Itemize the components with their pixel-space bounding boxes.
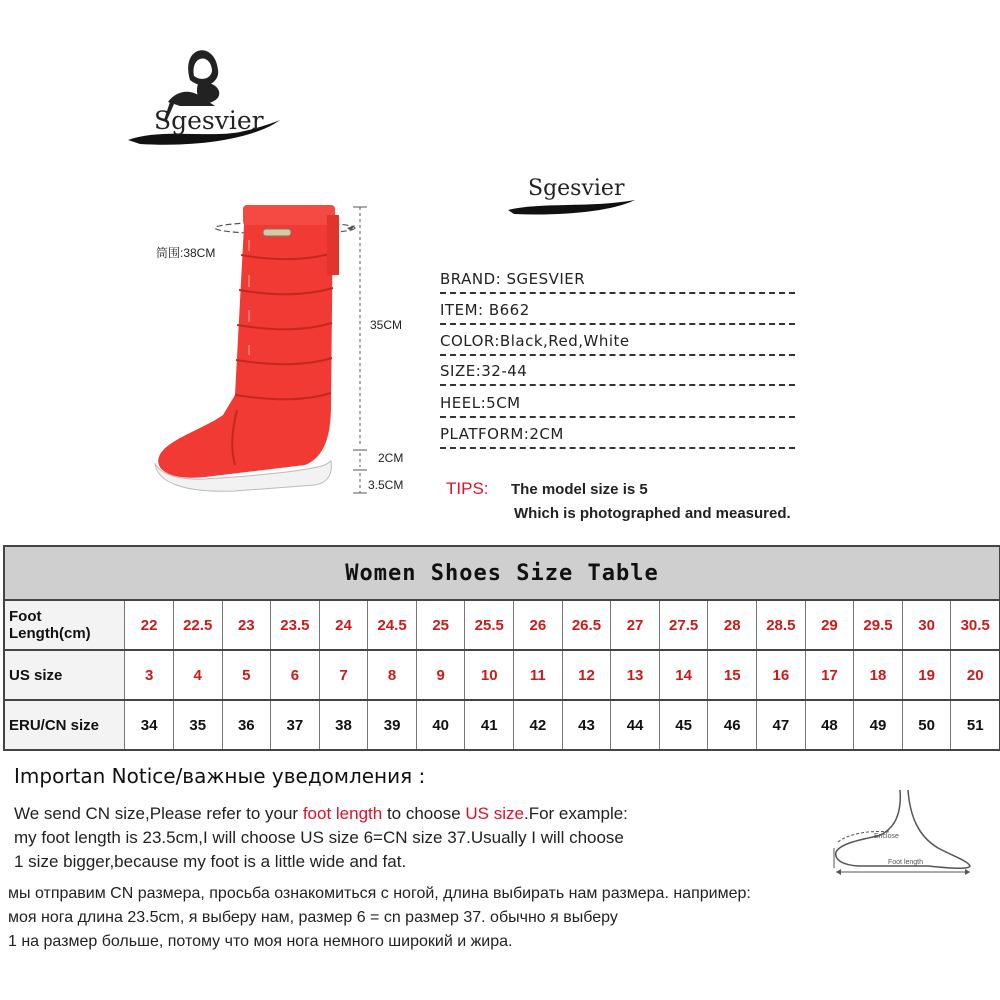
table-cell: 38 — [319, 701, 368, 749]
spec-item: ITEM: B662 — [440, 301, 795, 325]
table-row-eu-cn-size — [5, 701, 999, 749]
table-cell: 29 — [805, 601, 854, 649]
brand-name-small: Sgesvier — [528, 176, 625, 201]
spec-platform: PLATFORM:2CM — [440, 425, 795, 449]
table-cell: 49 — [853, 701, 902, 749]
table-cell: 37 — [270, 701, 319, 749]
table-cell: 22.5 — [173, 601, 222, 649]
table-cell: 5 — [222, 651, 271, 699]
table-cell: 42 — [513, 701, 562, 749]
table-cell: 26.5 — [562, 601, 611, 649]
tips-line-1: The model size is 5 — [511, 481, 648, 498]
spec-brand: BRAND: SGESVIER — [440, 270, 795, 294]
table-cell: 27.5 — [659, 601, 708, 649]
notice-text: We send CN size,Please refer to your — [14, 804, 303, 823]
foot-outline-icon — [828, 786, 993, 881]
table-cell: 34 — [140, 716, 158, 734]
foot-length-highlight: foot length — [302, 804, 383, 823]
table-cell: 14 — [659, 651, 708, 699]
tips-label: TIPS: — [446, 479, 489, 498]
table-cell: 16 — [756, 651, 805, 699]
table-cell: 15 — [707, 651, 756, 699]
row-cells — [125, 651, 999, 699]
table-row-us-size — [5, 651, 999, 701]
spec-color: COLOR:Black,Red,White — [440, 332, 795, 356]
table-cell: 30.5 — [950, 601, 999, 649]
notice-en-line-3: 1 size bigger,because my foot is a little wide and fat. — [14, 852, 407, 871]
boot-figure — [145, 195, 425, 515]
table-cell: 48 — [805, 701, 854, 749]
tips-line-2: Which is photographed and measured. — [514, 505, 791, 522]
table-cell: 51 — [950, 701, 999, 749]
size-table-title: Women Shoes Size Table — [345, 560, 659, 586]
notice-en-line-2: my foot length is 23.5cm,I will choose US size 6=CN size 37.Usually I will choose — [14, 828, 624, 847]
butterfly-heel-icon — [120, 40, 290, 160]
foot-enclose-label: Enclose — [874, 833, 899, 840]
spec-heel: HEEL:5CM — [440, 394, 795, 418]
table-cell: 35 — [173, 701, 222, 749]
table-cell: 25 — [416, 601, 465, 649]
table-cell: 24.5 — [367, 601, 416, 649]
row-header: Foot Length(cm) — [5, 601, 125, 649]
row-header: ERU/CN size — [5, 701, 125, 749]
table-cell: 6 — [270, 651, 319, 699]
table-cell: 22 — [140, 616, 158, 634]
spec-size: SIZE:32-44 — [440, 362, 795, 386]
heel-height-label: 3.5CM — [368, 478, 404, 492]
table-cell: 28.5 — [756, 601, 805, 649]
notice-ru-line-3: 1 на размер больше, потому что моя нога немного широкий и жира. — [8, 933, 513, 950]
table-cell: 23 — [222, 601, 271, 649]
platform-height-label: 2CM — [378, 451, 404, 465]
row-cells — [125, 701, 999, 749]
row-cells — [125, 601, 999, 649]
table-cell: 27 — [610, 601, 659, 649]
table-cell: 47 — [756, 701, 805, 749]
table-cell: 44 — [610, 701, 659, 749]
table-cell: 25.5 — [464, 601, 513, 649]
table-cell: 23.5 — [270, 601, 319, 649]
us-size-highlight: US size — [465, 804, 524, 823]
table-cell: 3 — [144, 666, 154, 684]
table-cell: 26 — [513, 601, 562, 649]
foot-diagram — [828, 786, 993, 881]
table-cell: 8 — [367, 651, 416, 699]
notice-text: to choose — [382, 804, 466, 823]
table-cell: 36 — [222, 701, 271, 749]
brand-logo — [120, 40, 290, 160]
size-table — [3, 545, 1000, 751]
table-cell: 9 — [416, 651, 465, 699]
notice-title: Importan Notice/важные уведомления : — [14, 764, 426, 788]
size-table-title-bar — [5, 547, 999, 601]
table-cell: 45 — [659, 701, 708, 749]
table-cell: 28 — [707, 601, 756, 649]
table-cell: 19 — [902, 651, 951, 699]
notice-ru-line-2: моя нога длина 23.5cm, я выберу нам, размер 6 = cn размер 37. обычно я выберу — [8, 909, 618, 926]
table-cell: 39 — [367, 701, 416, 749]
brand-logo-small — [500, 160, 650, 220]
table-cell: 41 — [464, 701, 513, 749]
table-cell: 30 — [902, 601, 951, 649]
notice-en-line-1 — [14, 804, 628, 824]
table-row-foot-length — [5, 601, 999, 651]
table-cell: 40 — [416, 701, 465, 749]
table-cell: 18 — [853, 651, 902, 699]
table-cell: 7 — [319, 651, 368, 699]
table-cell: 12 — [562, 651, 611, 699]
table-cell: 46 — [707, 701, 756, 749]
table-cell: 20 — [950, 651, 999, 699]
table-cell: 17 — [805, 651, 854, 699]
table-cell: 13 — [610, 651, 659, 699]
table-cell: 29.5 — [853, 601, 902, 649]
notice-ru-line-1: мы отправим CN размера, просьба ознакомиться с ногой, длина выбирать нам размера. например: — [8, 885, 751, 902]
table-cell: 43 — [562, 701, 611, 749]
shaft-height-label: 35CM — [370, 318, 403, 332]
boot-illustration — [145, 195, 425, 515]
row-header: US size — [5, 651, 125, 699]
brand-name: Sgesvier — [154, 106, 264, 135]
foot-length-label: Foot length — [888, 859, 924, 866]
notice-text: .For example: — [523, 804, 628, 823]
table-cell: 50 — [902, 701, 951, 749]
table-cell: 4 — [173, 651, 222, 699]
table-cell: 10 — [464, 651, 513, 699]
table-cell: 11 — [513, 651, 562, 699]
table-cell: 24 — [319, 601, 368, 649]
circumference-label: 筒围:38CM — [156, 246, 216, 260]
